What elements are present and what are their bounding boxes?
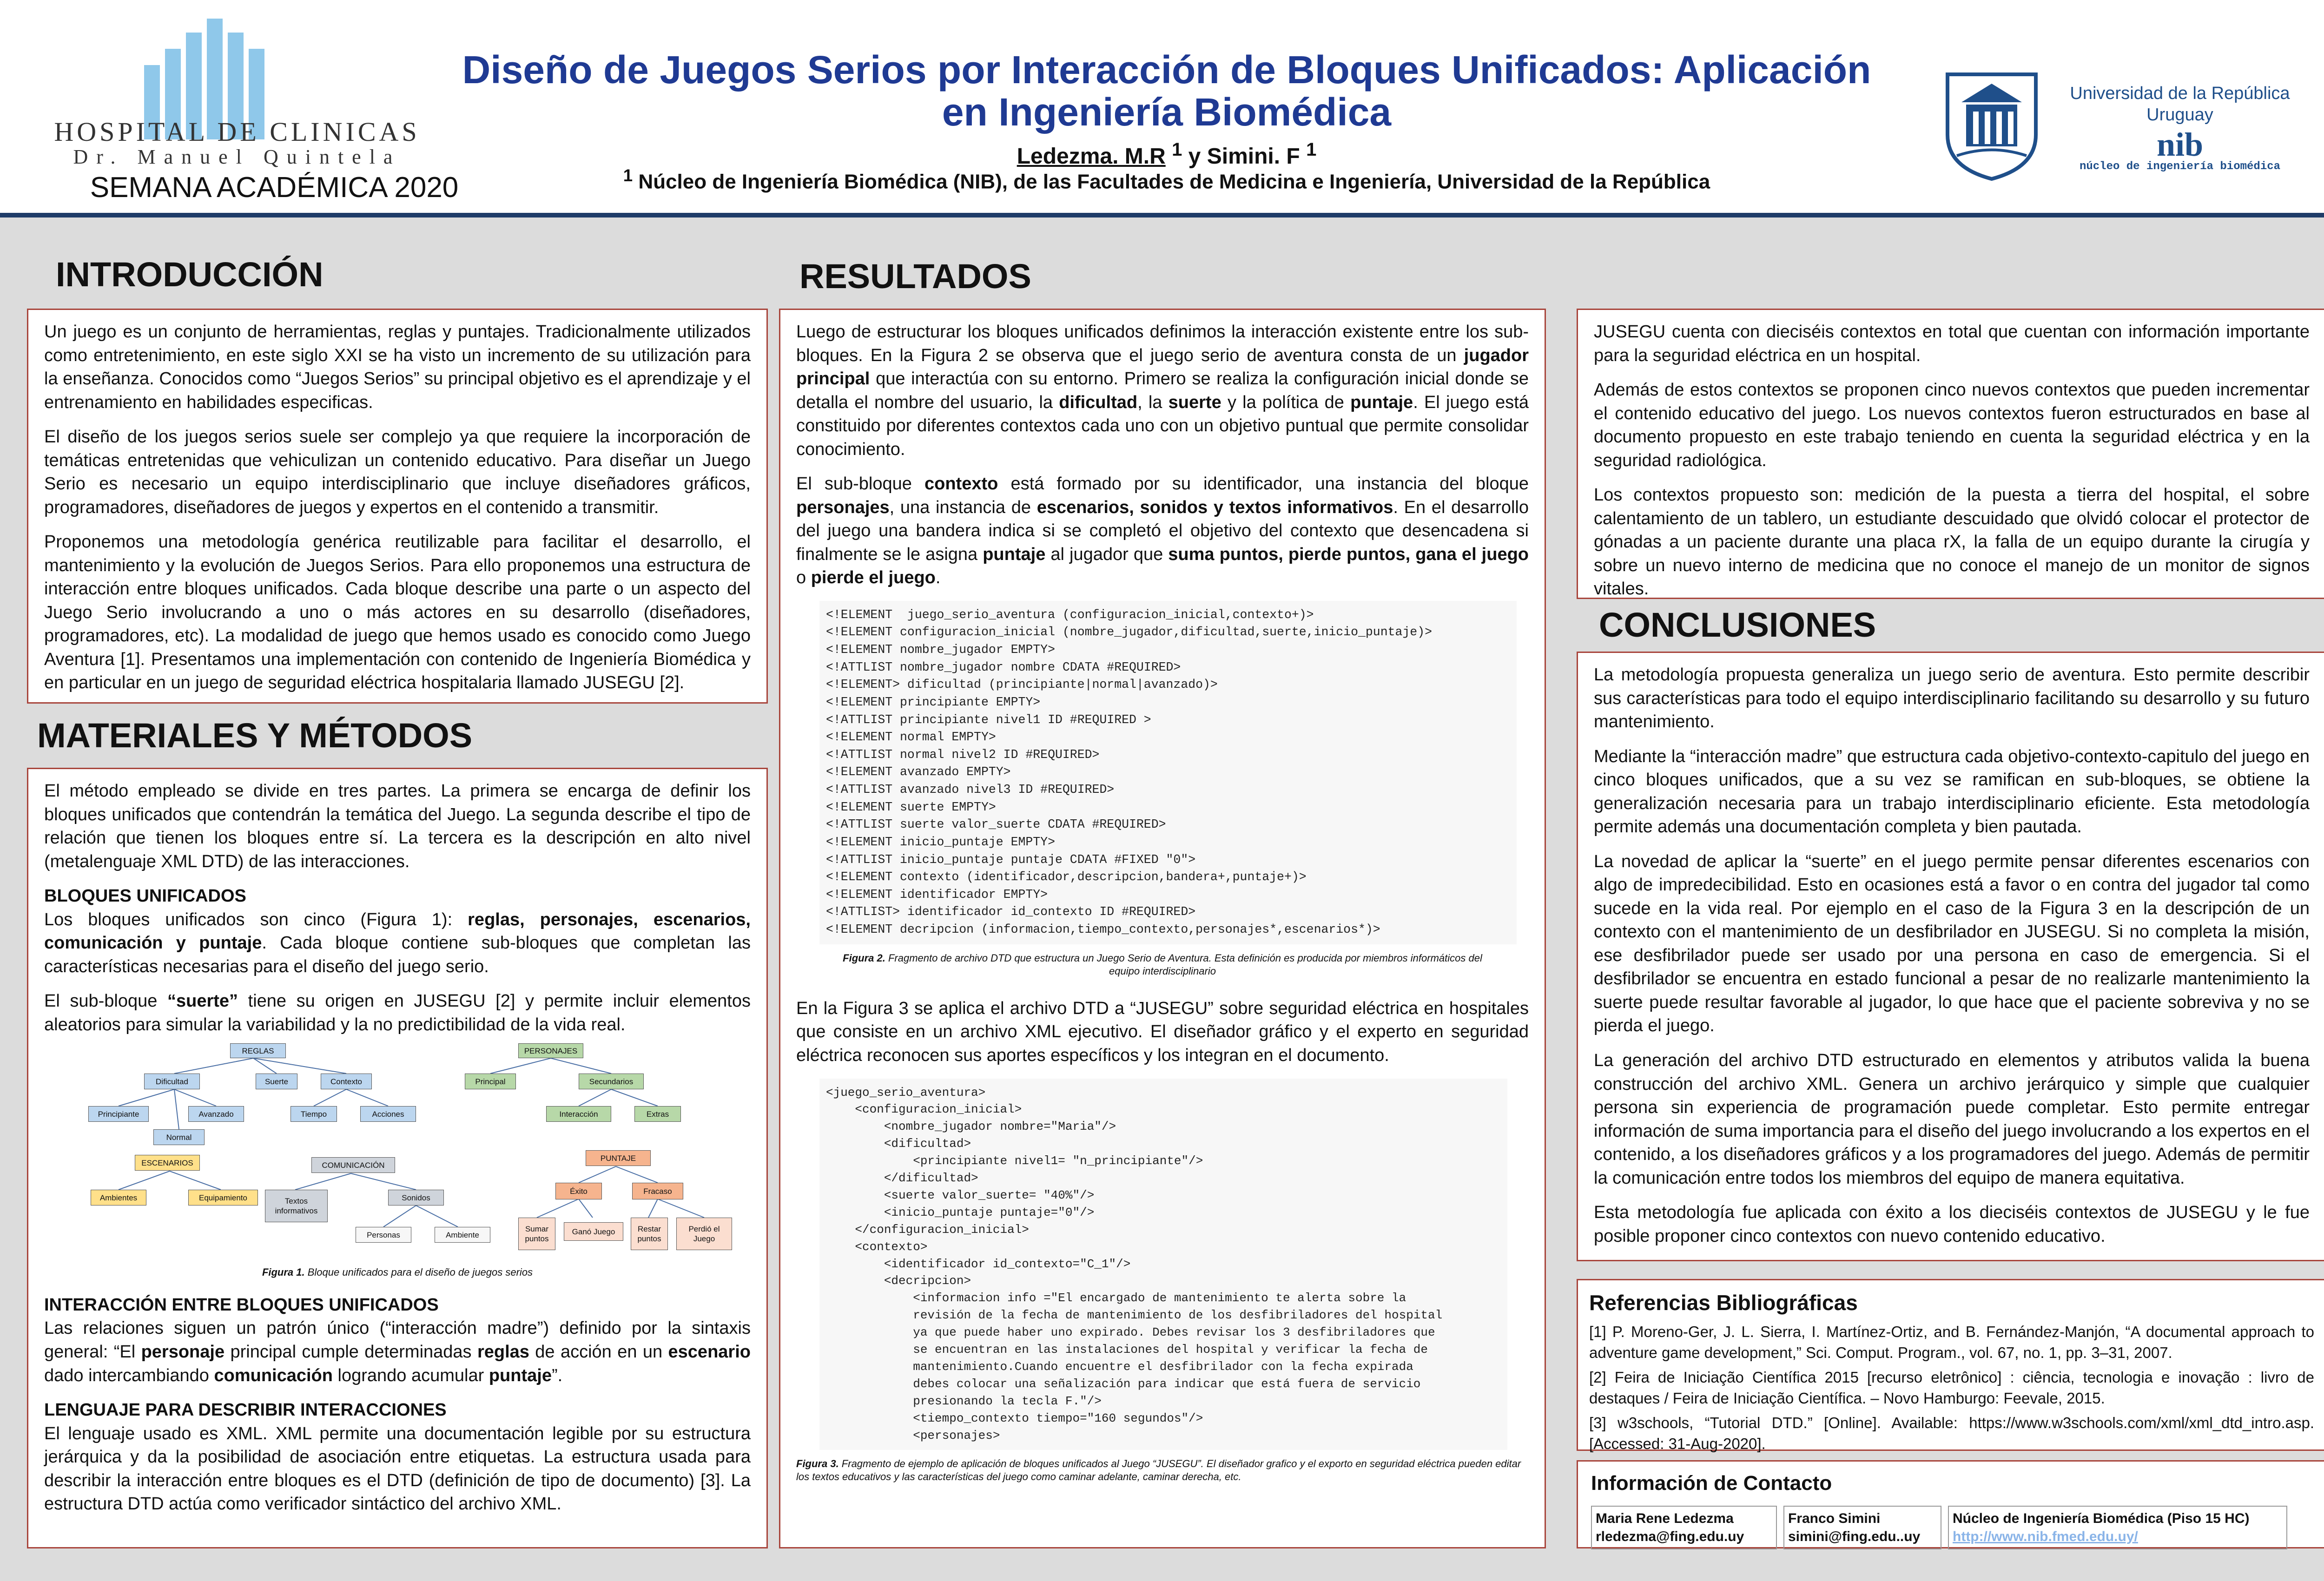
node-ambientes: Ambientes (91, 1190, 146, 1206)
node-contexto: Contexto (321, 1074, 372, 1089)
node-dificultad: Dificultad (144, 1074, 200, 1089)
contact-card (1948, 1506, 2287, 1549)
conclusiones-paragraph: La novedad de aplicar la “suerte” en el juego permite pensar diferentes escenarios con algo de impredecibilidad. Esto en ocasiones está a favor o en contra del jugador tal como sucede en la vida real. Por ejemplo en el caso de la Figura 3 en la descripción de un contexto con el mantenimiento de un desfibrilador en JUSEGU. Si no completa la misión, ese desfibrilador puede ser usado por una persona en caso de emergencia. Si el desfibrilador se encuentra en estado funcional a pesar de no realizarle mantenimiento la suerte puede resultar favorable al jugador, lo que hace que el paciente sobreviva y no se pierda el juego. (1594, 851, 2310, 1036)
contact-card (1783, 1506, 1941, 1549)
node-secundarios: Secundarios (579, 1074, 644, 1089)
contextos-paragraph: JUSEGU cuenta con dieciséis contextos en total que cuentan con información importante para la seguridad eléctrica en un hospital. (1594, 322, 2310, 365)
resultados-box (779, 309, 1546, 1548)
node-sumar-puntos: Sumar puntos (518, 1218, 555, 1250)
contact-name: Núcleo de Ingeniería Biomédica (Piso 15 HC) (1953, 1510, 2250, 1526)
metodos-paragraph: Los bloques unificados son cinco (Figura 1): reglas, personajes, escenarios, comunicación y puntaje. Cada bloque contiene sub-bloques que completan las características necesarias para el diseño del juego serio. (44, 909, 751, 976)
referencias-box (1577, 1279, 2324, 1451)
resultados-paragraph: Luego de estructurar los bloques unificados definimos la interacción existente entre los sub-bloques. En la Figura 2 se observa que el juego serio de aventura consta de un jugador principal que interactúa con su entorno. Primero se realiza la configuración inicial donde se detalla el nombre del usuario, la dificultad, la suerte y la política de puntaje. El juego está constituido por diferentes contextos cada uno con un objetivo puntual que permite consolidar conocimiento. (796, 322, 1529, 459)
nib-subtitle: núcleo de ingeniería biomédica (2079, 160, 2281, 173)
sub-heading: BLOQUES UNIFICADOS (44, 886, 246, 906)
metodos-paragraph: El lenguaje usado es XML. XML permite una documentación legible por su estructura jerárquica y da la posibilidad de asociación entre etiquetas. La estructura usada para describir la interacción entre bloques es el DTD (definición de tipo de documento) [3]. La estructura DTD actúa como verificador sintáctico del archivo XML. (44, 1423, 751, 1514)
hospital-subname: Dr. Manuel Quintela (73, 145, 401, 168)
reference-item: [3] w3schools, “Tutorial DTD.” [Online]. Available: https://www.w3schools.com/xml/xml_dtd_intro.asp. [Accessed: 31-Aug-2020]. (1589, 1414, 2314, 1452)
contact-name: Franco Simini (1788, 1510, 1881, 1526)
conclusiones-paragraph: La metodología propuesta generaliza un juego serio de aventura. Esto permite describir sus características para todo el equipo interdisciplinario facilitando su desarrollo y su futuro mantenimiento. (1594, 665, 2310, 732)
resultados-paragraph: El sub-bloque contexto está formado por su identificador, una instancia del bloque personajes, una instancia de escenarios, sonidos y textos informativos. En el desarrollo del juego una bandera indica si se completó el objetivo del contexto que desencadena si finalmente se le asigna puntaje al jugador que suma puntos, pierde puntos, gana el juego o pierde el juego. (796, 474, 1529, 588)
figure-1-caption: Figura 1. Bloque unificados para el diseño de juegos serios (262, 1266, 533, 1278)
contacto-heading: Información de Contacto (1591, 1472, 1832, 1495)
contact-card (1591, 1506, 1777, 1549)
resultados-paragraph: En la Figura 3 se aplica el archivo DTD a “JUSEGU” sobre seguridad eléctrica en hospitales que consiste en un archivo XML ejecutivo. El diseñador gráfico y el experto en seguridad eléctrica reconocen sus aportes específicos y los integran en el documento. (796, 998, 1529, 1065)
contextos-paragraph: Además de estos contextos se proponen cinco nuevos contextos que pueden incrementar el contenido educativo del juego. Los nuevos contextos fueron estructurados en base al documento propuesto en este trabajo teniendo en cuenta la seguridad eléctrica y en la seguridad radiológica. (1594, 380, 2310, 470)
contextos-paragraph: Los contextos propuesto son: medición de la puesta a tierra del hospital, el sobre calentamiento de un tablero, un estudiante descuidado que olvidó colocar el protector de gónadas a un paciente durante una placa rX, la falla de un equipo durante la cirugía y sobre un nuevo interno de medicina que no conoce el manejo de un monitor de signos vitales. (1594, 485, 2310, 599)
intro-heading: INTRODUCCIÓN (56, 255, 324, 294)
metodos-paragraph: El método empleado se divide en tres partes. La primera se encarga de definir los bloques unificados que contendrán la temática del Juego. La segunda describe el tipo de relación que tienen los bloques entre sí. La tercera es la descripción en alto nivel (metalenguaje XML DTD) de las interacciones. (44, 781, 751, 871)
node-personajes: PERSONAJES (518, 1043, 583, 1058)
node-avanzado: Avanzado (188, 1106, 244, 1122)
node-equipamiento: Equipamiento (188, 1190, 258, 1206)
node-fracaso: Fracaso (632, 1183, 683, 1199)
node-extras: Extras (634, 1106, 681, 1122)
udelar-name: Universidad de la República (2070, 84, 2290, 103)
figure-3-caption: Figura 3. Fragmento de ejemplo de aplicación de bloques unificados al Juego “JUSEGU”. El diseñador grafico y el exporto en seguridad eléctrica pueden editar los textos educativos y las características del juego como caminar adelante, caminar derecha, etc. (796, 1457, 1521, 1483)
poster-header (0, 0, 2324, 217)
figure-2-caption: Figura 2. Fragmento de archivo DTD que estructura un Juego Serio de Aventura. Esta definición es producida por miembros informáticos del equipo interdisciplinario (843, 952, 1482, 977)
figure-1-diagram (44, 1041, 751, 1259)
sub-heading: INTERACCIÓN ENTRE BLOQUES UNIFICADOS (44, 1295, 439, 1315)
authors: Ledezma. M.R $^1$ y Simini. F $^1$ (1017, 139, 1317, 169)
node-principiante: Principiante (88, 1106, 149, 1122)
intro-paragraph: El diseño de los juegos serios suele ser complejo ya que requiere la incorporación de temáticas entretenidas que vehiculizan un contenido educativo. Para diseñar un Juego Serio es necesario un equipo interdisciplinario que incluye diseñadores gráficos, programadores, diseñadores de juegos y expertos en el contenido a transmitir. (44, 427, 751, 517)
hospital-name: HOSPITAL DE CLINICAS (54, 117, 420, 147)
event-name: SEMANA ACADÉMICA 2020 (90, 171, 459, 204)
conclusiones-box (1577, 652, 2324, 1261)
udelar-country: Uruguay (2146, 105, 2213, 125)
contact-email[interactable]: simini@fing.edu..uy (1788, 1528, 1921, 1544)
contact-cards (1591, 1506, 2312, 1549)
node-tiempo: Tiempo (290, 1106, 337, 1122)
contact-name: Maria Rene Ledezma (1596, 1510, 1734, 1526)
conclusiones-heading: CONCLUSIONES (1599, 606, 1876, 644)
node-normal: Normal (153, 1129, 205, 1145)
nib-logo: nib (2156, 126, 2204, 163)
udelar-shield-icon (1943, 70, 2040, 181)
node-escenarios: ESCENARIOS (135, 1155, 200, 1171)
dtd-code-block: <!ELEMENT juego_serio_aventura (configuracion_inicial,contexto+)> <!ELEMENT configuracion_inicial (nombre_jugador,dificultad,suerte,inicio_puntaje)> <!ELEMENT nombre_jugador EMPTY> <!ATTLIST nombre_jugador nombre CDATA #REQUIRED> <!ELEMENT> dificultad (principiante|normal|avanzado)> <!ELEMENT principiante EMPTY> <!ATTLIST principiante nivel1 ID #REQUIRED > <!ELEMENT normal EMPTY> <!ATTLIST normal nivel2 ID #REQUIRED> <!ELEMENT avanzado EMPTY> <!ATTLIST avanzado nivel3 ID #REQUIRED> <!ELEMENT suerte EMPTY> <!ATTLIST suerte valor_suerte CDATA #REQUIRED> <!ELEMENT inicio_puntaje EMPTY> <!ATTLIST inicio_puntaje puntaje CDATA #FIXED "0"> <!ELEMENT contexto (identificador,descripcion,bandera+,puntaje+)> <!ELEMENT identificador EMPTY> <!ATTLIST> identificador id_contexto ID #REQUIRED> <!ELEMENT decripcion (informacion,tiempo_contexto,personajes*,escenarios*)> (819, 601, 1517, 944)
intro-paragraph: Un juego es un conjunto de herramientas, reglas y puntajes. Tradicionalmente utilizados como entretenimiento, en este siglo XXI se ha visto un incremento de su utilización para la enseñanza. Conocidos como “Juegos Serios” su principal objetivo es el aprendizaje y el entrenamiento en habilidades especificas. (44, 322, 751, 412)
conclusiones-paragraph: Esta metodología fue aplicada con éxito a los dieciséis contextos de JUSEGU y le fue posible proponer cinco contextos con nuevo contenido educativo. (1594, 1203, 2310, 1246)
node-reglas: REGLAS (230, 1043, 286, 1058)
node-personas: Personas (356, 1227, 411, 1243)
contextos-box (1577, 309, 2324, 599)
node-perdio-juego: Perdió el Juego (676, 1218, 732, 1250)
contact-email[interactable]: rledezma@fing.edu.uy (1596, 1528, 1744, 1544)
poster-title: Diseño de Juegos Serios por Interacción de Bloques Unificados: Aplicación en Ingeniería Biomédica (462, 48, 1871, 134)
metodos-box (27, 768, 768, 1548)
node-gano-juego: Ganó Juego (564, 1222, 623, 1241)
metodos-heading: MATERIALES Y MÉTODOS (37, 716, 473, 755)
referencias-heading: Referencias Bibliográficas (1589, 1291, 1858, 1315)
references-list (1589, 1322, 2314, 1454)
node-textos-informativos: Textos informativos (265, 1190, 328, 1222)
node-principal: Principal (465, 1074, 516, 1089)
node-exito: Éxito (555, 1183, 602, 1199)
node-puntaje: PUNTAJE (586, 1150, 651, 1166)
contact-url-link[interactable]: http://www.nib.fmed.edu.uy/ (1953, 1528, 2138, 1544)
contacto-box (1577, 1460, 2324, 1548)
node-suerte: Suerte (256, 1074, 297, 1089)
resultados-heading: RESULTADOS (799, 257, 1031, 296)
node-interaccion: Interacción (546, 1106, 611, 1122)
metodos-paragraph: Las relaciones siguen un patrón único (“interacción madre”) definido por la sintaxis general: “El personaje principal cumple determinadas reglas de acción en un escenario dado intercambiando comunicación logrando acumular puntaje”. (44, 1318, 751, 1385)
node-ambiente: Ambiente (435, 1227, 490, 1243)
conclusiones-paragraph: La generación del archivo DTD estructurado en elementos y atributos valida la buena construcción del archivo XML. Genera un archivo jerárquico y simple que cualquier persona sin experiencia de programación puede completar. Esto permite entregar información de suma importancia para el diseño del juego involucrando a los expertos en el contenido, a los diseñadores gráficos y a los programadores del juego. Además de permitir la comunicación entre todos los miembros del equipo de manera equitativa. (1594, 1050, 2310, 1188)
node-sonidos: Sonidos (388, 1190, 444, 1206)
xml-code-block: <juego_serio_aventura> <configuracion_inicial> <nombre_jugador nombre="Maria"/> <dificultad> <principiante nivel1= "n_principiante"/> </dificultad> <suerte valor_suerte= "40%"/> <inicio_puntaje puntaje="0"/> </configuracion_inicial> <contexto> <identificador id_contexto="C_1"/> <decripcion> <informacion info ="El encargado de mantenimiento te alerta sobre la revisión de la fecha de mantenimiento de los desfibriladores del hospital ya que puede haber uno expirado. Debes revisar los 3 desfibriladores que se encuentran en las instalaciones del hospital y verificar la fecha de mantenimiento.Cuando encuentre el desfibrilador con la fecha expirada debes colocar una señalización para indicar que está fuera de servicio presionando la tecla F."/> <tiempo_contexto tiempo="160 segundos"/> <personajes> (819, 1079, 1507, 1450)
node-restar-puntos: Restar puntos (631, 1218, 668, 1250)
reference-item: [1] P. Moreno-Ger, J. L. Sierra, I. Martínez-Ortiz, and B. Fernández-Manjón, “A documental approach to adventure game development,” Sci. Comput. Program., vol. 67, no. 1, pp. 3–31, 2007. (1589, 1323, 2314, 1362)
node-comunicacion: COMUNICACIÓN (311, 1157, 395, 1173)
intro-paragraph: Proponemos una metodología genérica reutilizable para facilitar el desarrollo, el mantenimiento y la evolución de Juegos Serios. Para ello proponemos una estructura de interacción entre bloques unificados. Cada bloque describe una parte o un aspecto del Juego Serio involucrando a uno o más actores en su desarrollo (diseñadores, programadores, etc). La modalidad de juego que hemos usado es conocido como Juego Aventura [1]. Presentamos una implementación con contenido de Ingeniería Biomédica y en particular en un juego de seguridad eléctrica hospitalaria llamado JUSEGU [2]. (44, 532, 751, 693)
affiliation: $^1$ Núcleo de Ingeniería Biomédica (NIB), de las Facultades de Medicina e Ingeniería, Universidad de la República (623, 166, 1710, 193)
reference-item: [2] Feira de Iniciação Científica 2015 [recurso eletrônico] : ciência, tecnologia e inovação : livro de destaques / Feira de Iniciação Científica. – Novo Hamburgo: Feevale, 2015. (1589, 1368, 2314, 1407)
node-acciones: Acciones (360, 1106, 416, 1122)
intro-box (27, 309, 768, 704)
conclusiones-paragraph: Mediante la “interacción madre” que estructura cada objetivo-contexto-capitulo del juego en cinco bloques unificados, que a su vez se ramifican en sub-bloques, se obtiene la generalización necesaria para un trabajo interdisciplinario eficiente. Esta metodología permite además una documentación completa y bien pautada. (1594, 746, 2310, 837)
sub-heading: LENGUAJE PARA DESCRIBIR INTERACCIONES (44, 1400, 447, 1420)
metodos-paragraph: El sub-bloque “suerte” tiene su origen en JUSEGU [2] y permite incluir elementos aleatorios para simular la variabilidad y la no predictibilidad de la vida real. (44, 991, 751, 1034)
